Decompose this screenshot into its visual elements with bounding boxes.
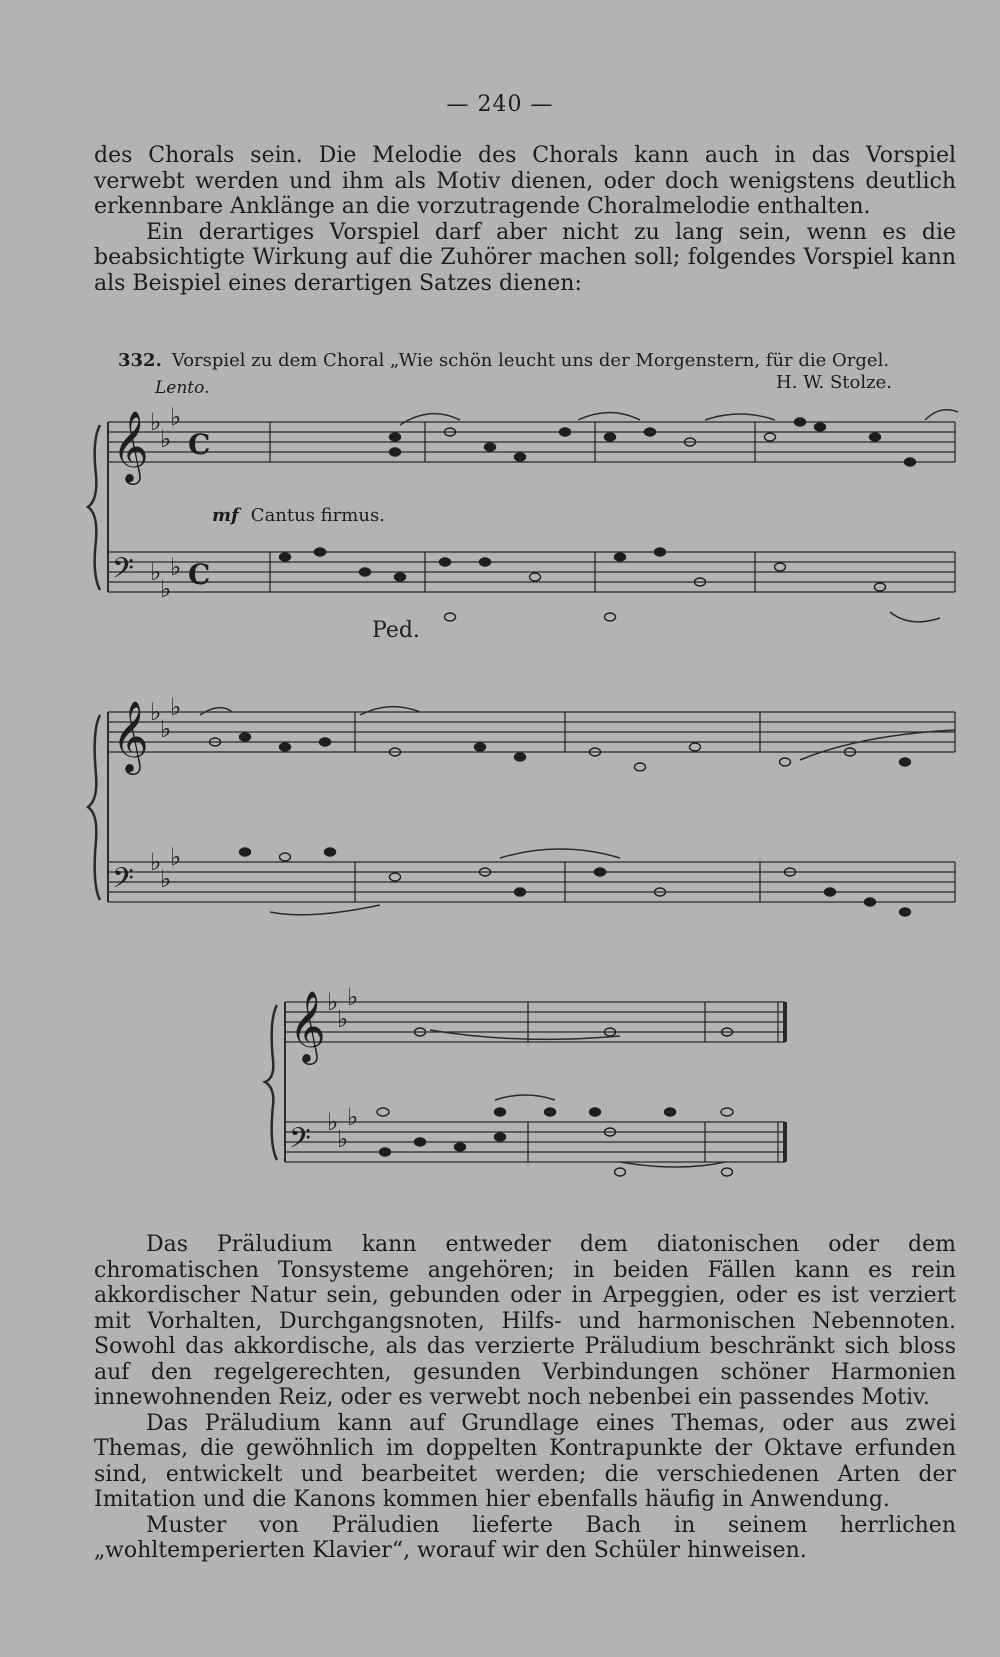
svg-text:♭: ♭ xyxy=(327,988,339,1016)
tempo-marking: Lento. xyxy=(155,378,210,398)
system-1-barlines xyxy=(270,422,955,592)
svg-text:♭: ♭ xyxy=(337,1005,349,1033)
svg-text:♭: ♭ xyxy=(160,865,172,893)
time-signature: C xyxy=(188,428,211,461)
system-2-treble-staff xyxy=(108,712,955,752)
treble-clef-icon: 𝄞 xyxy=(112,409,149,482)
svg-text:♭: ♭ xyxy=(150,698,162,726)
treble-clef-icon: 𝄞 xyxy=(289,989,326,1062)
bass-clef-icon: 𝄢 xyxy=(112,552,134,592)
svg-text:♭: ♭ xyxy=(150,848,162,876)
svg-text:♭: ♭ xyxy=(347,983,359,1011)
system-1-bass-staff xyxy=(108,552,955,592)
svg-text:♭: ♭ xyxy=(170,693,182,721)
closing-paragraph-3: Muster von Präludien lieferte Bach in seinem herrlichen „wohltemperierten Klavier“, worauf wir den Schüler hinweisen. xyxy=(94,1512,956,1563)
composer-name: H. W. Stolze. xyxy=(776,372,892,393)
svg-text:♭: ♭ xyxy=(150,558,162,586)
svg-text:♭: ♭ xyxy=(160,575,172,603)
notes xyxy=(210,418,916,1176)
example-number: 332. xyxy=(118,350,162,371)
closing-text xyxy=(94,1232,956,1564)
system-3-treble-staff xyxy=(285,1002,785,1042)
svg-text:♭: ♭ xyxy=(150,408,162,436)
svg-text:♭: ♭ xyxy=(160,425,172,453)
bass-clef-icon: 𝄢 xyxy=(289,1122,311,1162)
key-signature-flats xyxy=(150,403,358,1153)
svg-text:♭: ♭ xyxy=(170,553,182,581)
svg-text:♭: ♭ xyxy=(327,1108,339,1136)
example-title: Vorspiel zu dem Choral „Wie schön leucht uns der Morgenstern, für die Orgel. xyxy=(171,350,890,371)
pedal-marking: Ped. xyxy=(372,618,420,643)
bass-clef-icon: 𝄢 xyxy=(112,862,134,902)
closing-paragraph-1: Das Präludium kann entweder dem diatonischen oder dem chromatischen Tonsysteme angehören; in beiden Fällen kann es rein akkordischer Natur sein, gebunden oder in Arpeggien, oder es ist verziert mit Vorhalten, Durchgangsnoten, Hilfs- und harmonischen Nebennoten. Sowohl das akkordische, als das verzierte Präludium beschränkt sich bloss auf den regelgerechten, gesunden Verbindungen schöner Harmonien innewohnenden Reiz, oder es verwebt noch nebenbei ein passendes Motiv. xyxy=(94,1232,956,1410)
intro-paragraph-2: Ein derartiges Vorspiel darf aber nicht zu lang sein, wenn es die beabsichtigte Wirkung auf die Zuhörer machen soll; folgendes Vorspiel kann als Beispiel eines derartigen Satzes dienen: xyxy=(94,219,956,296)
cantus-firmus-label: Cantus firmus. xyxy=(250,505,385,526)
system-1-treble-staff xyxy=(108,422,955,462)
svg-text:♭: ♭ xyxy=(160,715,172,743)
page-number: — 240 — xyxy=(446,92,554,117)
svg-text:♭: ♭ xyxy=(170,403,182,431)
dynamic-mf: mf xyxy=(212,505,239,526)
system-3-barlines xyxy=(528,1002,785,1162)
treble-clef-icon: 𝄞 xyxy=(112,699,149,772)
svg-text:♭: ♭ xyxy=(347,1103,359,1131)
svg-text:♭: ♭ xyxy=(337,1125,349,1153)
svg-text:♭: ♭ xyxy=(170,843,182,871)
intro-paragraph-1: des Chorals sein. Die Melodie des Chorals kann auch in das Vorspiel verwebt werden und ihm als Motiv dienen, oder doch wenigstens deutlich erkennbare Anklänge an die vorzutragende Choralmelodie enthalten. xyxy=(94,143,956,219)
time-signature: C xyxy=(188,558,211,591)
system-3-bass-staff xyxy=(285,1122,785,1162)
closing-paragraph-2: Das Präludium kann auf Grundlage eines Themas, oder aus zwei Themas, die gewöhnlich im doppelten Kontrapunkte der Oktave erfunden sind, entwickelt und bearbeitet werden; die verschiedenen Arten der Imitation und die Kanons kommen hier ebenfalls häufig in Anwendung. xyxy=(94,1410,956,1512)
